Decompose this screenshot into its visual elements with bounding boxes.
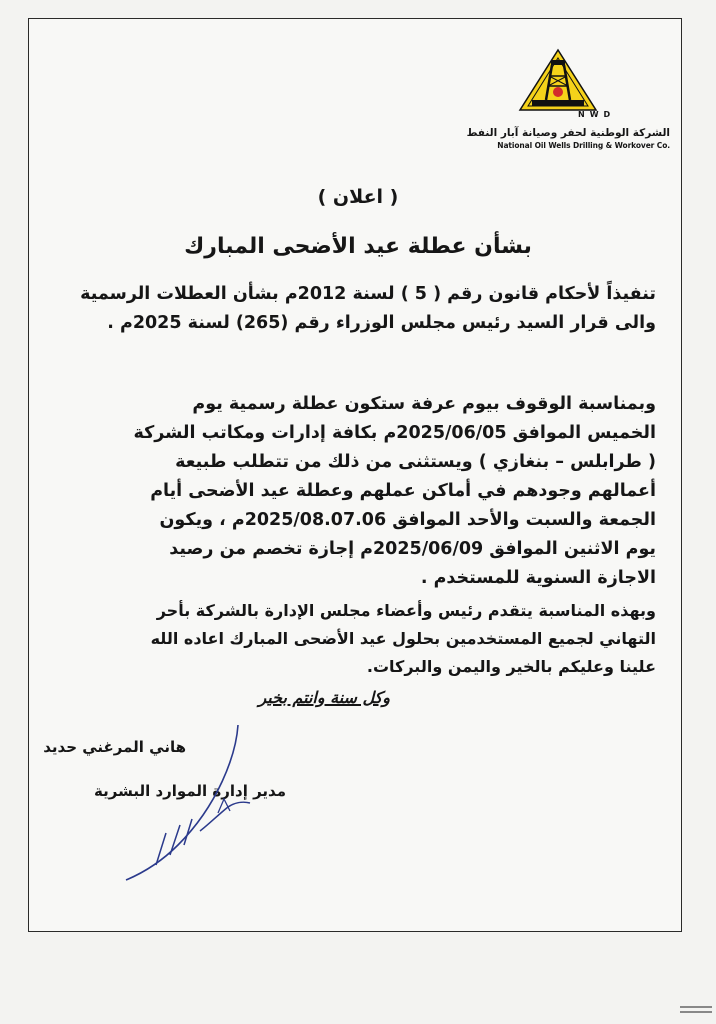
paragraph-holiday-details	[56, 390, 656, 593]
paragraph-line: والى قرار السيد رئيس مجلس الوزراء رقم (265) لسنة 2025م .	[107, 313, 656, 333]
logo-english-name: National Oil Wells Drilling & Workover Co.	[497, 141, 670, 150]
company-logo	[466, 48, 676, 158]
paragraph-line: تنفيذاً لأحكام قانون رقم ( 5 ) لسنة 2012م بشأن العطلات الرسمية	[80, 284, 656, 304]
announcement-title: ( اعلان )	[317, 186, 399, 208]
closing-greeting: وكل سنة وانتم بخير	[258, 688, 390, 707]
announcement-subtitle: بشأن عطلة عيد الأضحى المبارك	[184, 234, 532, 259]
signature-icon	[118, 715, 268, 885]
signer-title: مدير إدارة الموارد البشرية	[94, 782, 286, 800]
scanner-stamp-icon	[680, 1003, 712, 1019]
paragraph-line: أعمالهم وجودهم في أماكن عملهم وعطلة عيد الأضحى أيام	[150, 481, 656, 501]
derrick-logo-icon	[518, 48, 598, 112]
paragraph-line: وبمناسبة الوقوف بيوم عرفة ستكون عطلة رسمية يوم	[192, 394, 656, 414]
paragraph-legal-basis	[56, 280, 656, 338]
paragraph-line: وبهذه المناسبة يتقدم رئيس وأعضاء مجلس الإدارة بالشركة بأحر	[156, 601, 656, 620]
paragraph-greetings	[56, 597, 656, 681]
logo-arabic-name: الشركة الوطنية لحفر وصيانة آبار النفط	[466, 127, 670, 139]
paragraph-line: يوم الاثنين الموافق 2025/06/09م إجازة تخصم من رصيد	[169, 539, 656, 559]
paragraph-line: الاجازة السنوية للمستخدم .	[420, 568, 656, 588]
paragraph-line: الخميس الموافق 2025/06/05م بكافة إدارات ومكاتب الشركة	[133, 423, 656, 443]
logo-abbreviation: NWD	[578, 110, 616, 119]
paragraph-line: التهاني لجميع المستخدمين بحلول عيد الأضحى المبارك اعاده الله	[150, 629, 656, 648]
paragraph-line: ( طرابلس – بنغازي ) ويستثنى من ذلك من تتطلب طبيعة	[175, 452, 656, 472]
paragraph-line: علينا وعليكم بالخير واليمن والبركات.	[366, 657, 656, 676]
paragraph-line: الجمعة والسبت والأحد الموافق 2025/08.07.06م ، ويكون	[159, 510, 656, 530]
signer-name: هاني المرغني حديد	[43, 738, 186, 756]
